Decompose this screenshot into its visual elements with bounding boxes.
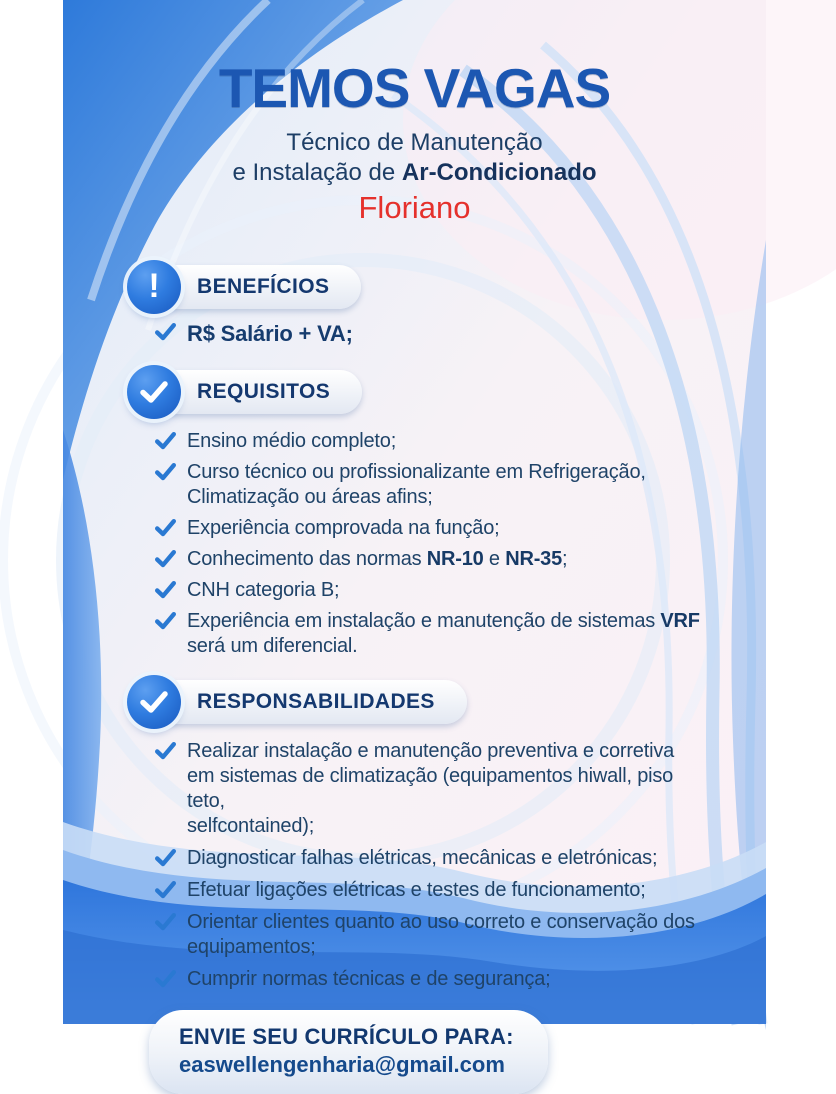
list-item bbox=[155, 460, 707, 510]
check-icon bbox=[155, 432, 176, 454]
item-text: CNH categoria B; bbox=[187, 579, 340, 601]
list-item bbox=[155, 547, 707, 572]
item-text: Realizar instalação e manutenção preventiva e corretiva em sistemas de climatização (equipamentos hiwall, piso teto, selfcontained); bbox=[187, 740, 675, 837]
check-badge-icon bbox=[127, 675, 181, 729]
check-icon bbox=[155, 519, 176, 541]
item-text: Cumprir normas técnicas e de segurança; bbox=[187, 968, 551, 990]
list-item bbox=[155, 846, 707, 871]
item-text: R$ Salário + VA; bbox=[187, 321, 353, 346]
location-label: Floriano bbox=[358, 190, 471, 225]
responsabilidades-list bbox=[155, 739, 707, 992]
job-flyer bbox=[63, 0, 766, 1077]
item-text: Diagnosticar falhas elétricas, mecânicas e eletrónicas; bbox=[187, 847, 658, 869]
list-item bbox=[155, 578, 707, 603]
job-subtitle bbox=[63, 128, 766, 188]
check-icon bbox=[155, 742, 176, 839]
list-item bbox=[155, 609, 707, 659]
section-label: RESPONSABILIDADES bbox=[197, 690, 435, 713]
section-label: REQUISITOS bbox=[197, 380, 331, 403]
section-header-beneficios bbox=[127, 260, 707, 314]
contact-heading: ENVIE SEU CURRÍCULO PARA: bbox=[179, 1024, 514, 1049]
exclamation-badge-icon: ! bbox=[127, 260, 181, 314]
subtitle-line2-regular: e Instalação de bbox=[232, 159, 402, 186]
page-title: TEMOS VAGAS bbox=[218, 57, 611, 119]
list-item bbox=[155, 429, 707, 454]
item-text: Efetuar ligações elétricas e testes de funcionamento; bbox=[187, 879, 646, 901]
list-item bbox=[155, 320, 707, 347]
section-pill bbox=[155, 265, 361, 309]
check-icon bbox=[155, 581, 176, 603]
check-icon bbox=[155, 612, 176, 659]
beneficios-list bbox=[155, 320, 707, 347]
section-header-responsabilidades bbox=[127, 675, 707, 729]
check-icon bbox=[155, 913, 176, 960]
item-text: Experiência comprovada na função; bbox=[187, 517, 500, 539]
section-pill bbox=[155, 370, 362, 414]
list-item bbox=[155, 910, 707, 960]
subtitle-line1: Técnico de Manutenção bbox=[286, 129, 543, 156]
list-item bbox=[155, 878, 707, 903]
check-icon bbox=[155, 849, 176, 871]
list-item bbox=[155, 967, 707, 992]
list-item bbox=[155, 739, 707, 839]
section-label: BENEFÍCIOS bbox=[197, 275, 330, 298]
item-text: Experiência em instalação e manutenção de sistemas VRF será um diferencial. bbox=[187, 610, 700, 657]
requisitos-list bbox=[155, 429, 707, 659]
check-icon bbox=[155, 550, 176, 572]
subtitle-line2-bold: Ar-Condicionado bbox=[401, 159, 597, 186]
section-pill bbox=[155, 680, 467, 724]
item-text: Conhecimento das normas NR-10 e NR-35; bbox=[187, 548, 568, 570]
item-text: Orientar clientes quanto ao uso correto e conservação dos equipamentos; bbox=[187, 911, 695, 958]
check-icon bbox=[155, 881, 176, 903]
check-badge-icon bbox=[127, 365, 181, 419]
check-icon bbox=[155, 463, 176, 510]
item-text: Ensino médio completo; bbox=[187, 430, 397, 452]
list-item bbox=[155, 516, 707, 541]
contact-pill bbox=[149, 1010, 548, 1094]
check-icon bbox=[155, 323, 176, 347]
section-header-requisitos bbox=[127, 365, 707, 419]
check-icon bbox=[155, 970, 176, 992]
contact-email: easwellengenharia@gmail.com bbox=[179, 1052, 505, 1077]
item-text: Curso técnico ou profissionalizante em Refrigeração, Climatização ou áreas afins; bbox=[187, 461, 646, 508]
